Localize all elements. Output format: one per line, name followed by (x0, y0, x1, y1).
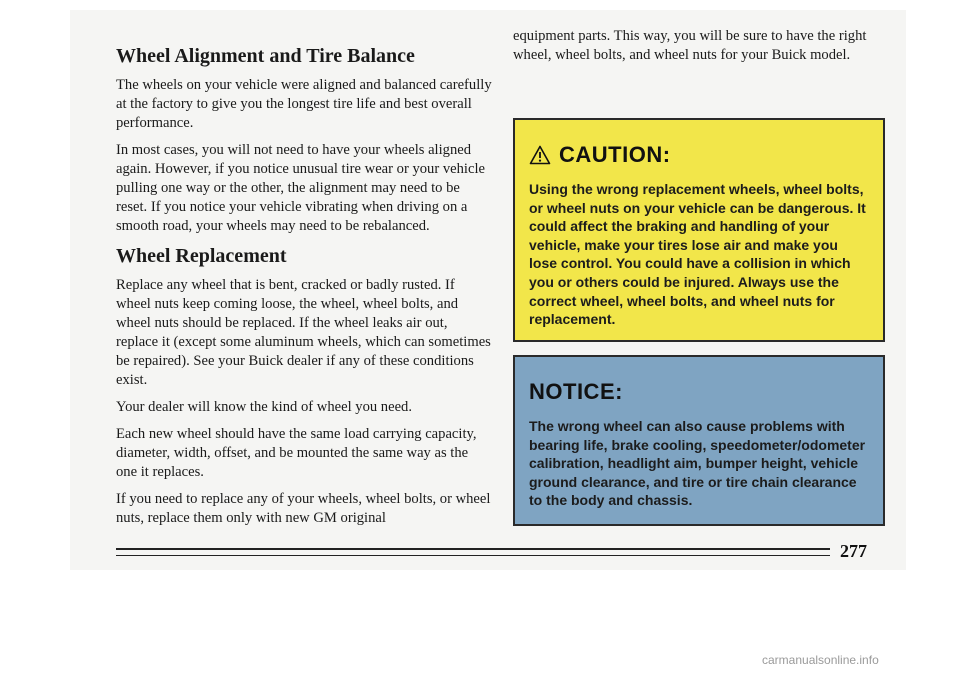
page-number: 277 (840, 541, 867, 561)
caution-title: CAUTION: (559, 142, 671, 167)
notice-box (513, 355, 885, 526)
warning-triangle-icon (529, 145, 551, 165)
notice-header (529, 379, 867, 405)
right-column (513, 27, 885, 65)
caution-box (513, 118, 885, 342)
caution-text: Using the wrong replacement wheels, wheel bolts, or wheel nuts on your vehicle can be dangerous. It could affect the braking and handling of your vehicle, make your tires lose air and make you lose control. You could have a collision in which you or others could be injured. Always use the correct wheel, wheel bolts, and wheel nuts for replacement. (529, 181, 866, 328)
paragraph-equipment-parts: equipment parts. This way, you will be sure to have the right wheel, wheel bolts, and wheel nuts for your Buick model. (513, 28, 867, 63)
heading-wheel-replacement: Wheel Replacement (116, 245, 287, 267)
notice-title: NOTICE: (529, 379, 623, 404)
paragraph-dealer: Your dealer will know the kind of wheel you need. (116, 399, 413, 415)
footer-rule-thin (116, 555, 830, 556)
notice-text: The wrong wheel can also cause problems with bearing life, brake cooling, speedometer/odometer calibration, headlight aim, bumper height, vehicle ground clearance, and tire or tire chain clearance to the body and chassis. (529, 418, 866, 509)
left-column (116, 44, 492, 536)
paragraph-alignment-intro: The wheels on your vehicle were aligned and balanced carefully at the factory to give you the longest tire life and best overall performance. (116, 77, 492, 131)
paragraph-replacement-conditions: Replace any wheel that is bent, cracked or badly rusted. If wheel nuts keep coming loose, the wheel, wheel bolts, and wheel nuts should be replaced. If the wheel leaks air out, replace it (except some aluminum wheels, which can sometimes be repaired). See your Buick dealer if any of these conditions exist. (116, 277, 491, 388)
heading-wheel-alignment: Wheel Alignment and Tire Balance (116, 45, 415, 67)
footer-rule-thick (116, 548, 830, 550)
caution-header (529, 142, 867, 168)
watermark: carmanualsonline.info (762, 653, 879, 667)
paragraph-new-wheel: Each new wheel should have the same load carrying capacity, diameter, width, offset, and be mounted the same way as the one it replaces. (116, 426, 477, 480)
paragraph-gm-original: If you need to replace any of your wheels, wheel bolts, or wheel nuts, replace them only with new GM original (116, 491, 491, 526)
paragraph-alignment-details: In most cases, you will not need to have your wheels aligned again. However, if you notice unusual tire wear or your vehicle pulling one way or the other, the alignment may need to be reset. If you notice your vehicle vibrating when driving on a smooth road, your wheels may need to be rebalanced. (116, 142, 485, 234)
